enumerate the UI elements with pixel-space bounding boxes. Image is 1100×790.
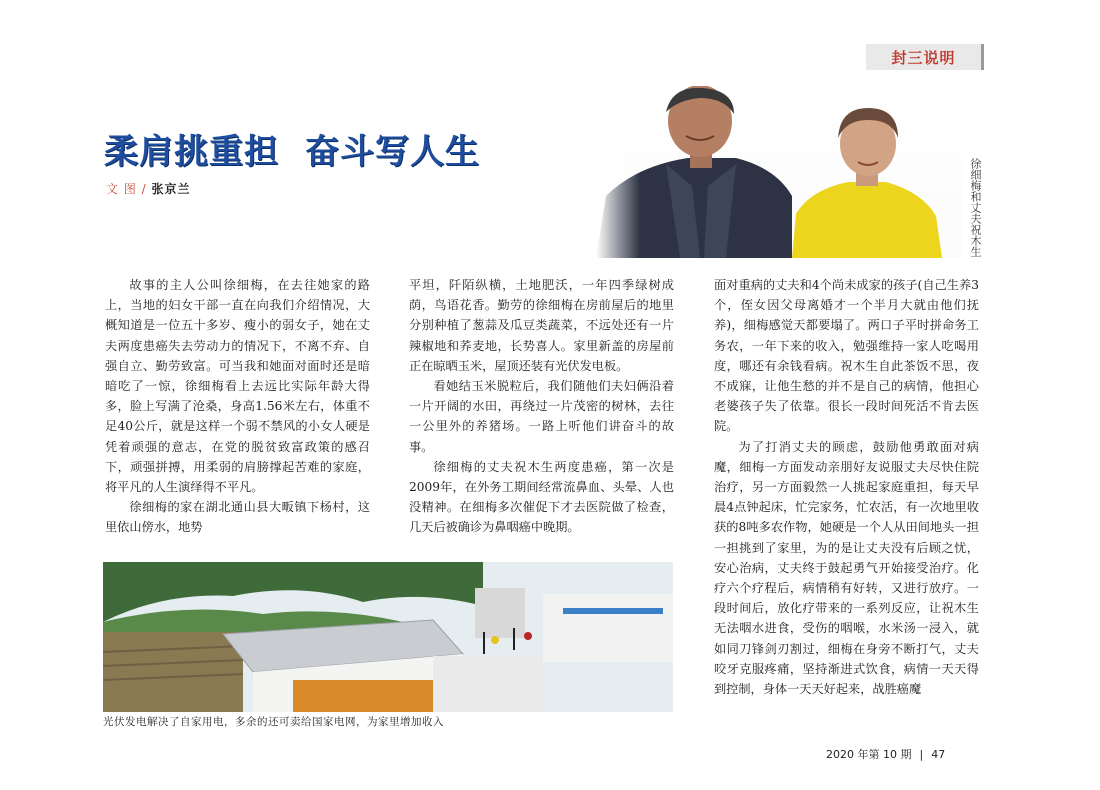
solar-roof-illustration bbox=[103, 562, 673, 712]
section-tag bbox=[866, 44, 984, 70]
title-part-1: 柔肩挑重担 bbox=[104, 132, 279, 172]
byline-label: 文 图 / bbox=[106, 182, 147, 196]
page-footer bbox=[826, 746, 945, 762]
paragraph: 为了打消丈夫的顾虑，鼓励他勇敢面对病魔，细梅一方面发动亲朋好友说服丈夫尽快住院治疗，另一方面毅然一人挑起家庭重担，每天早晨4点钟起床，忙完家务，忙农活，有一次地里收获的8吨多农作物，她硬是一个人从田间地头一担一担挑到了家里，为的是让丈夫没有后顾之忧，安心治病，丈夫终于鼓起勇气开始接受治疗。化疗六个疗程后，病情稍有好转，又进行放疗。一段时间后，放化疗带来的一系列反应，让祝木生无法咽水进食，受伤的咽喉，水米汤一浸入，就如同刀锋剑刃割过，细梅在身旁不断打气，丈夫咬牙克服疼痛，坚持渐进式饮食，病情一天天得到控制，身体一天天好起来，战胜癌魔 bbox=[714, 439, 979, 697]
text-column-3 bbox=[714, 275, 979, 737]
paragraph: 徐细梅的家在湖北通山县大畈镇下杨村，这里依山傍水，地势 bbox=[105, 500, 370, 535]
solar-roof-photo bbox=[103, 562, 673, 712]
paragraph: 看她结玉米脱粒后，我们随他们夫妇俩沿着一片开阔的水田，再绕过一片茂密的树林，去往一公里外的养猪场。一路上听他们讲奋斗的故事。 bbox=[409, 379, 674, 454]
paragraph: 故事的主人公叫徐细梅，在去往她家的路上，当地的妇女干部一直在向我们介绍情况，大概知道是一位五十多岁、瘦小的弱女子，她在丈夫两度患癌失去劳动力的情况下，不离不弃、自强自立、勤劳致富。可当我和她面对面时还是暗暗吃了一惊，徐细梅看上去远比实际年龄大得多，脸上写满了沧桑，身高1.56米左右，体重不足40公斤，就是这样一个弱不禁风的小女人硬是凭着顽强的意志，在党的脱贫致富政策的感召下，顽强拼搏，用柔弱的肩膀撑起苦难的家庭，将平凡的人生演绎得不平凡。 bbox=[105, 278, 370, 495]
paragraph: 面对重病的丈夫和4个尚未成家的孩子(自己生养3个，侄女因父母离婚才一个半月大就由他们抚养)，细梅感觉天都要塌了。两口子平时拼命务工务农，一年下来的收入，勉强维持一家人吃喝用度，哪还有余钱看病。祝木生自此茶饭不思，夜不成寐，让他生愁的并不是自己的病情，他担心老婆孩子失了依靠。很长一段时间死活不肯去医院。 bbox=[714, 278, 979, 434]
issue-label: 2020 年第 10 期 bbox=[826, 748, 912, 761]
byline bbox=[106, 180, 191, 197]
byline-author: 张京兰 bbox=[151, 182, 191, 196]
title-part-2: 奋斗写人生 bbox=[305, 132, 480, 172]
portrait-photo bbox=[596, 86, 962, 258]
paragraph: 平坦，阡陌纵横，土地肥沃，一年四季绿树成荫，鸟语花香。勤劳的徐细梅在房前屋后的地里分别种植了葱蒜及瓜豆类蔬菜，不远处还有一片辣椒地和荞麦地，长势喜人。家里新盖的房屋前正在晾晒玉米，屋顶还装有光伏发电板。 bbox=[409, 278, 674, 373]
portrait-caption: 徐细梅和丈夫祝木生 bbox=[969, 158, 982, 257]
portrait-illustration bbox=[596, 86, 962, 258]
scene-caption: 光伏发电解决了自家用电，多余的还可卖给国家电网，为家里增加收入 bbox=[103, 716, 444, 728]
section-tag-label: 封三说明 bbox=[891, 49, 956, 67]
text-column-1 bbox=[105, 275, 370, 538]
page-number: 47 bbox=[931, 748, 946, 761]
article-title bbox=[104, 124, 480, 173]
text-column-2 bbox=[409, 275, 674, 553]
paragraph: 徐细梅的丈夫祝木生两度患癌，第一次是2009年，在外务工期间经常流鼻血、头晕、人也没精神。在细梅多次催促下才去医院做了检查，几天后被确诊为鼻咽癌中晚期。 bbox=[409, 459, 674, 535]
footer-separator: | bbox=[919, 748, 924, 761]
